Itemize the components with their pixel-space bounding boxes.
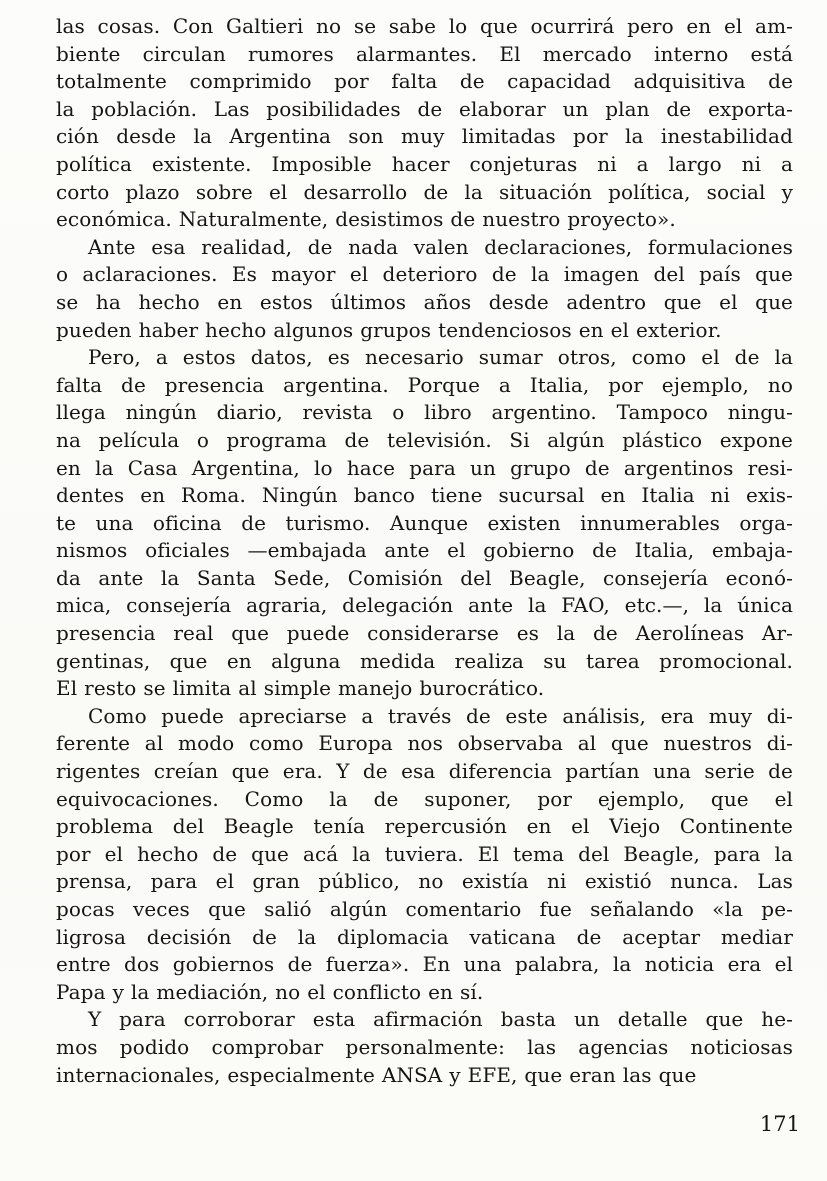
text-line: problema del Beagle tenía repercusión en el Viejo Continente xyxy=(56,814,793,839)
text-line: o aclaraciones. Es mayor el deterioro de la imagen del país que xyxy=(56,262,793,287)
text-line: equivocaciones. Como la de suponer, por ejemplo, que el xyxy=(56,786,793,811)
text-line: ferente al modo como Europa nos observaba al que nuestros di- xyxy=(56,731,793,756)
page-number: 171 xyxy=(759,1112,800,1136)
paragraph xyxy=(56,234,793,344)
text-line: Papa y la mediación, no el conflicto en sí. xyxy=(56,979,484,1004)
text-line: política existente. Imposible hacer conjeturas ni a largo ni a xyxy=(56,151,793,176)
page-text xyxy=(56,13,793,1089)
text-line: biente circulan rumores alarmantes. El mercado interno está xyxy=(56,41,793,66)
text-line: Pero, a estos datos, es necesario sumar otros, como el de la xyxy=(88,345,793,370)
text-line: mos podido comprobar personalmente: las agencias noticiosas xyxy=(56,1034,793,1059)
paragraph xyxy=(56,1006,793,1089)
text-line: na película o programa de televisión. Si algún plástico expone xyxy=(56,427,793,452)
text-line: te una oficina de turismo. Aunque existen innumerables orga- xyxy=(56,510,793,535)
text-line: presencia real que puede considerarse es la de Aerolíneas Ar- xyxy=(56,621,793,646)
text-line: internacionales, especialmente ANSA y EFE, que eran las que xyxy=(56,1062,697,1087)
text-line: la población. Las posibilidades de elaborar un plan de exporta- xyxy=(56,96,793,121)
text-line: llega ningún diario, revista o libro argentino. Tampoco ningu- xyxy=(56,400,793,425)
text-line: por el hecho de que acá la tuviera. El tema del Beagle, para la xyxy=(56,841,793,866)
text-line: gentinas, que en alguna medida realiza su tarea promocional. xyxy=(56,648,793,673)
text-line: entre dos gobiernos de fuerza». En una palabra, la noticia era el xyxy=(56,952,793,977)
text-line: pocas veces que salió algún comentario fue señalando «la pe- xyxy=(56,897,793,921)
text-line: mica, consejería agraria, delegación ante la FAO, etc.—, la única xyxy=(56,593,793,618)
text-line: nismos oficiales —embajada ante el gobierno de Italia, embaja- xyxy=(56,538,793,563)
text-line: prensa, para el gran público, no existía ni existió nunca. Las xyxy=(56,869,793,894)
paragraph xyxy=(56,344,793,703)
text-line: ción desde la Argentina son muy limitadas por la inestabilidad xyxy=(56,124,793,149)
text-line: corto plazo sobre el desarrollo de la situación política, social y xyxy=(56,179,793,204)
text-line: pueden haber hecho algunos grupos tendenciosos en el exterior. xyxy=(56,317,722,342)
text-line: en la Casa Argentina, lo hace para un grupo de argentinos resi- xyxy=(56,455,793,480)
text-line: se ha hecho en estos últimos años desde adentro que el que xyxy=(56,289,793,314)
text-line: ligrosa decisión de la diplomacia vaticana de aceptar mediar xyxy=(56,924,793,949)
paragraph xyxy=(56,13,793,234)
text-line: rigentes creían que era. Y de esa diferencia partían una serie de xyxy=(56,759,793,784)
text-line: Ante esa realidad, de nada valen declaraciones, formulaciones xyxy=(88,234,793,259)
text-line: Como puede apreciarse a través de este análisis, era muy di- xyxy=(88,703,793,728)
text-line: Y para corroborar esta afirmación basta un detalle que he- xyxy=(88,1007,793,1032)
text-line: da ante la Santa Sede, Comisión del Beagle, consejería econó- xyxy=(56,565,793,590)
text-line: falta de presencia argentina. Porque a Italia, por ejemplo, no xyxy=(56,372,793,397)
text-line: El resto se limita al simple manejo burocrático. xyxy=(56,676,545,701)
text-line: dentes en Roma. Ningún banco tiene sucursal en Italia ni exis- xyxy=(56,483,793,508)
text-line: totalmente comprimido por falta de capacidad adquisitiva de xyxy=(56,69,793,94)
text-line: las cosas. Con Galtieri no se sabe lo que ocurrirá pero en el am- xyxy=(56,14,793,38)
text-line: económica. Naturalmente, desistimos de nuestro proyecto». xyxy=(56,207,676,232)
paragraph xyxy=(56,703,793,1007)
